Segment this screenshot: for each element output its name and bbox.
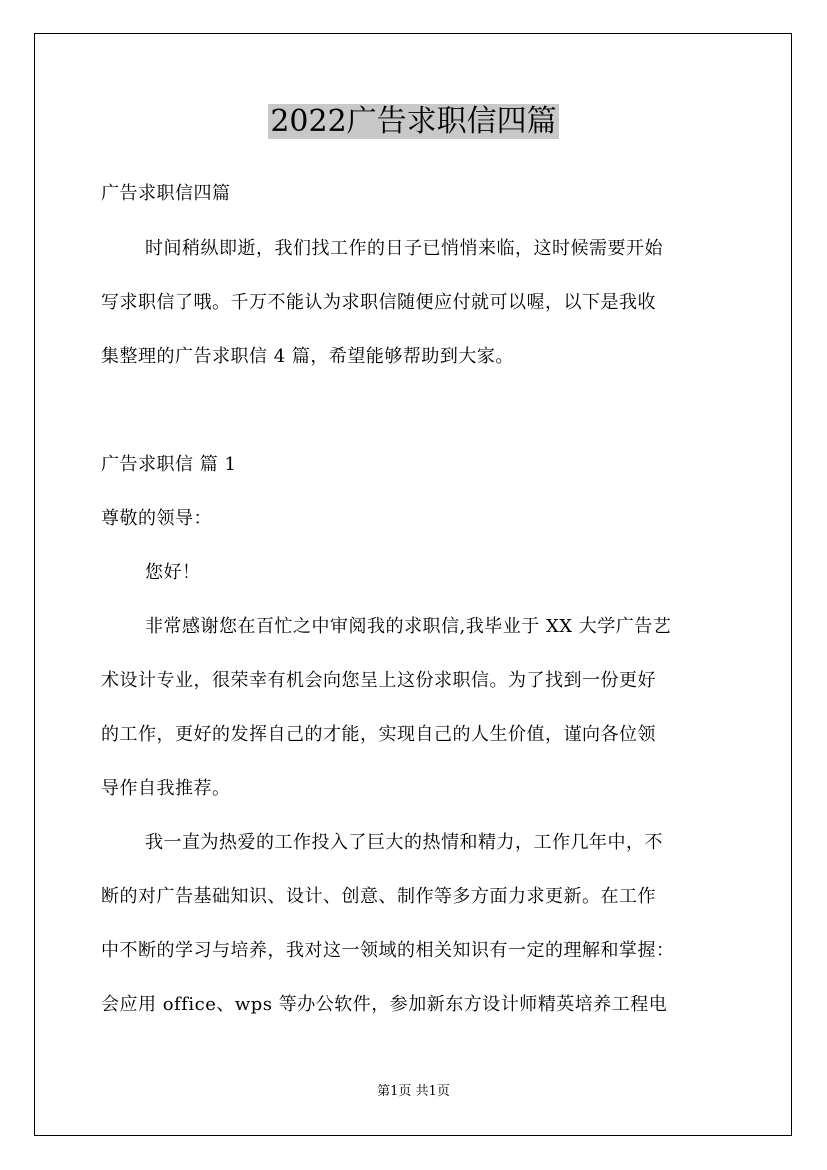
paragraph1-line-2: 术设计专业，很荣幸有机会向您呈上这份求职信。为了找到一份更好 (101, 670, 656, 691)
paragraph2-line-4: 会应用 office、wps 等办公软件，参加新东方设计师精英培养工程电 (101, 994, 668, 1015)
intro-line-1: 时间稍纵即逝，我们找工作的日子已悄悄来临，这时候需要开始 (145, 238, 663, 259)
intro-line-3: 集整理的广告求职信 4 篇，希望能够帮助到大家。 (101, 346, 514, 367)
paragraph2-line-1: 我一直为热爱的工作投入了巨大的热情和精力，工作几年中，不 (145, 832, 663, 853)
intro-line-2: 写求职信了哦。千万不能认为求职信随便应付就可以喔，以下是我收 (101, 292, 656, 313)
greeting: 您好！ (145, 562, 201, 583)
paragraph1-line-3: 的工作，更好的发挥自己的才能，实现自己的人生价值，谨向各位领 (101, 724, 656, 745)
salutation: 尊敬的领导： (101, 508, 212, 529)
page-footer: 第1页 共1页 (377, 1084, 450, 1099)
document-subtitle: 广告求职信四篇 (101, 183, 231, 204)
section-heading: 广告求职信 篇 1 (101, 454, 237, 475)
paragraph2-line-3: 中不断的学习与培养，我对这一领域的相关知识有一定的理解和掌握： (101, 940, 675, 961)
paragraph1-line-1: 非常感谢您在百忙之中审阅我的求职信,我毕业于 XX 大学广告艺 (145, 616, 672, 637)
paragraph1-line-4: 导作自我推荐。 (101, 778, 231, 799)
document-title: 2022广告求职信四篇 (270, 104, 557, 139)
paragraph2-line-2: 断的对广告基础知识、设计、创意、制作等多方面力求更新。在工作 (101, 886, 656, 907)
